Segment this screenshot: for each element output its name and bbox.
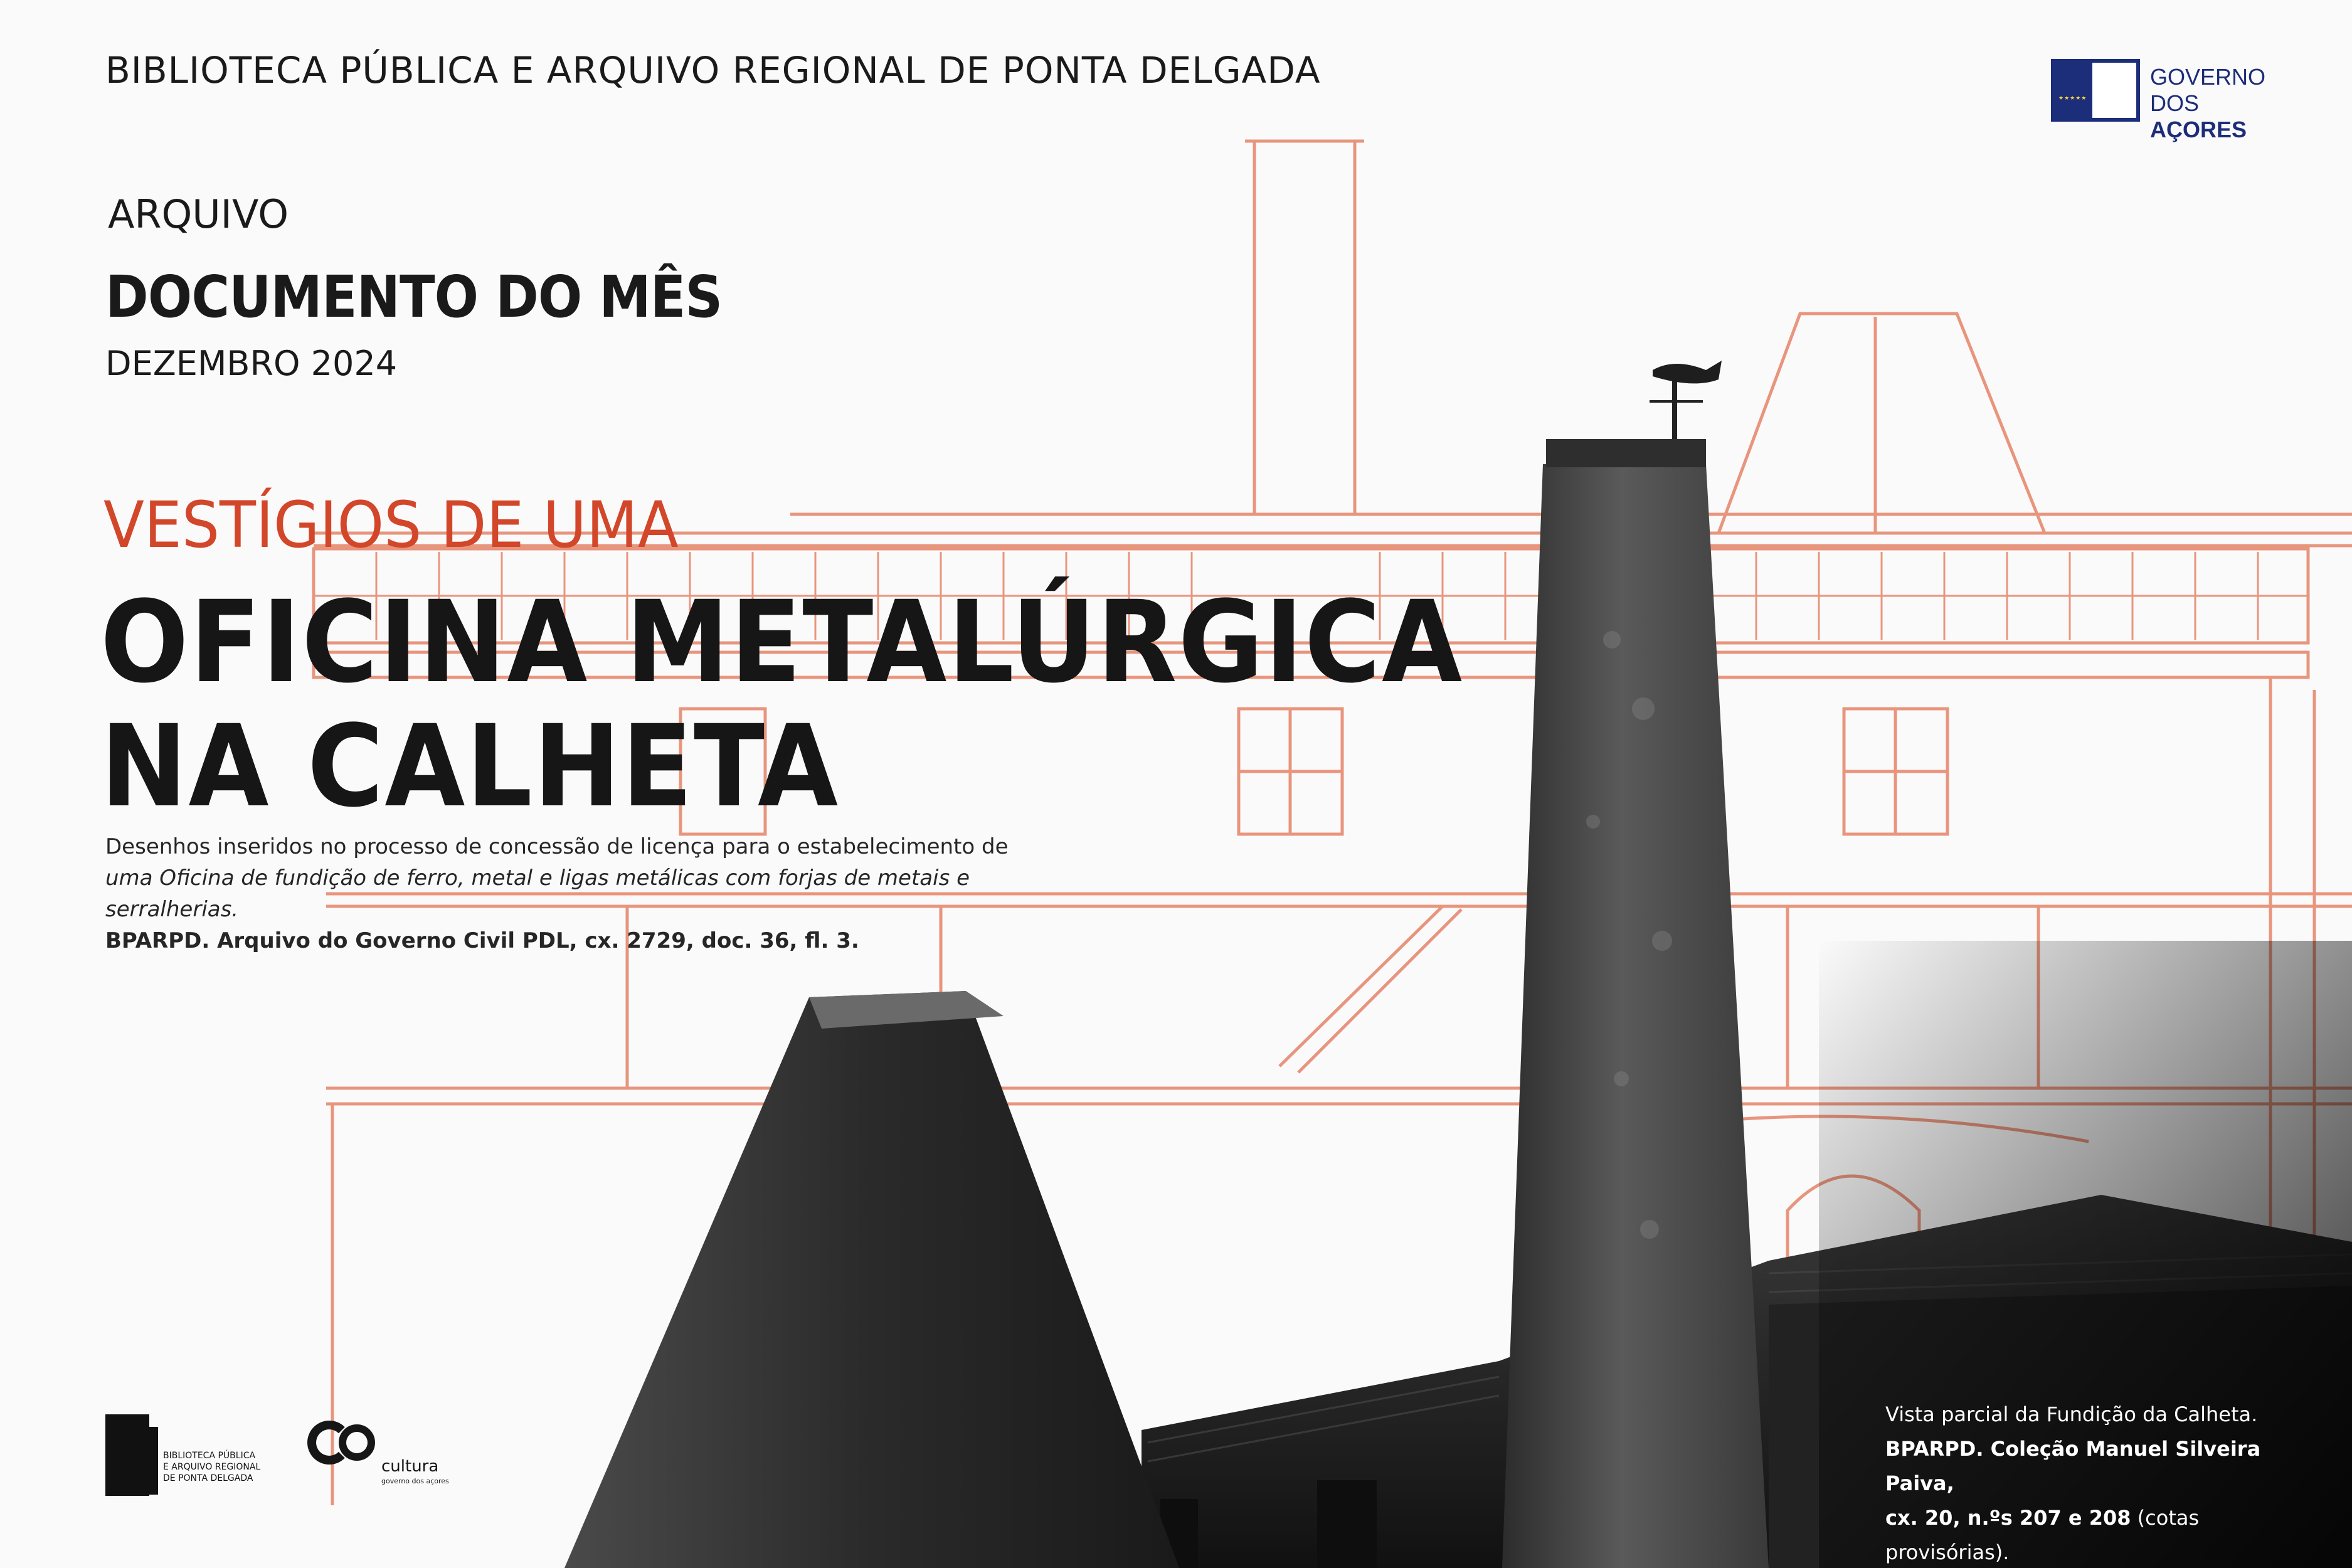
cultura-logo[interactable]: cultura governo dos açores — [307, 1421, 470, 1496]
azores-flag-icon: ★★★★★ — [2051, 59, 2140, 122]
gov-logo-line1: GOVERNO — [2150, 64, 2266, 90]
gov-logo-line2: DOS AÇORES — [2150, 90, 2247, 142]
bpar-logo[interactable]: BIBLIOTECA PÚBLICA E ARQUIVO REGIONAL DE PONTA DELGADA — [105, 1414, 294, 1496]
description-italic: uma Oficina de fundição de ferro, metal e ligas metálicas com forjas de metais e serralherias. — [105, 866, 970, 922]
photo-caption — [1885, 1397, 2324, 1568]
caption-note: (cotas provisórias). — [1885, 1506, 2200, 1564]
caption-line1: Vista parcial da Fundição da Calheta. — [1885, 1402, 2258, 1426]
caption-ref2: cx. 20, n.ºs 207 e 208 — [1885, 1506, 2131, 1530]
caption-ref1: BPARPD. Coleção Manuel Silveira Paiva, — [1885, 1437, 2261, 1495]
institution-title: BIBLIOTECA PÚBLICA E ARQUIVO REGIONAL DE PONTA DELGADA — [105, 49, 1321, 92]
feature-date: DEZEMBRO 2024 — [105, 344, 398, 383]
title-pre: VESTÍGIOS DE UMA — [103, 488, 679, 563]
title-line-1: OFICINA METALÚRGICA — [100, 577, 1464, 708]
feature-label: DOCUMENTO DO MÊS — [105, 263, 723, 331]
description-reference: BPARPD. Arquivo do Governo Civil PDL, cx. 2729, doc. 36, fl. 3. — [105, 928, 859, 953]
section-label: ARQUIVO — [108, 191, 289, 237]
description-text: Desenhos inseridos no processo de concessão de licença para o estabelecimento de — [105, 834, 1009, 859]
title-line-2: NA CALHETA — [100, 701, 840, 832]
document-description — [105, 831, 1046, 956]
cultura-a-icon — [339, 1424, 375, 1461]
government-logo[interactable] — [2051, 59, 2302, 142]
factory-photo — [564, 361, 2352, 1568]
